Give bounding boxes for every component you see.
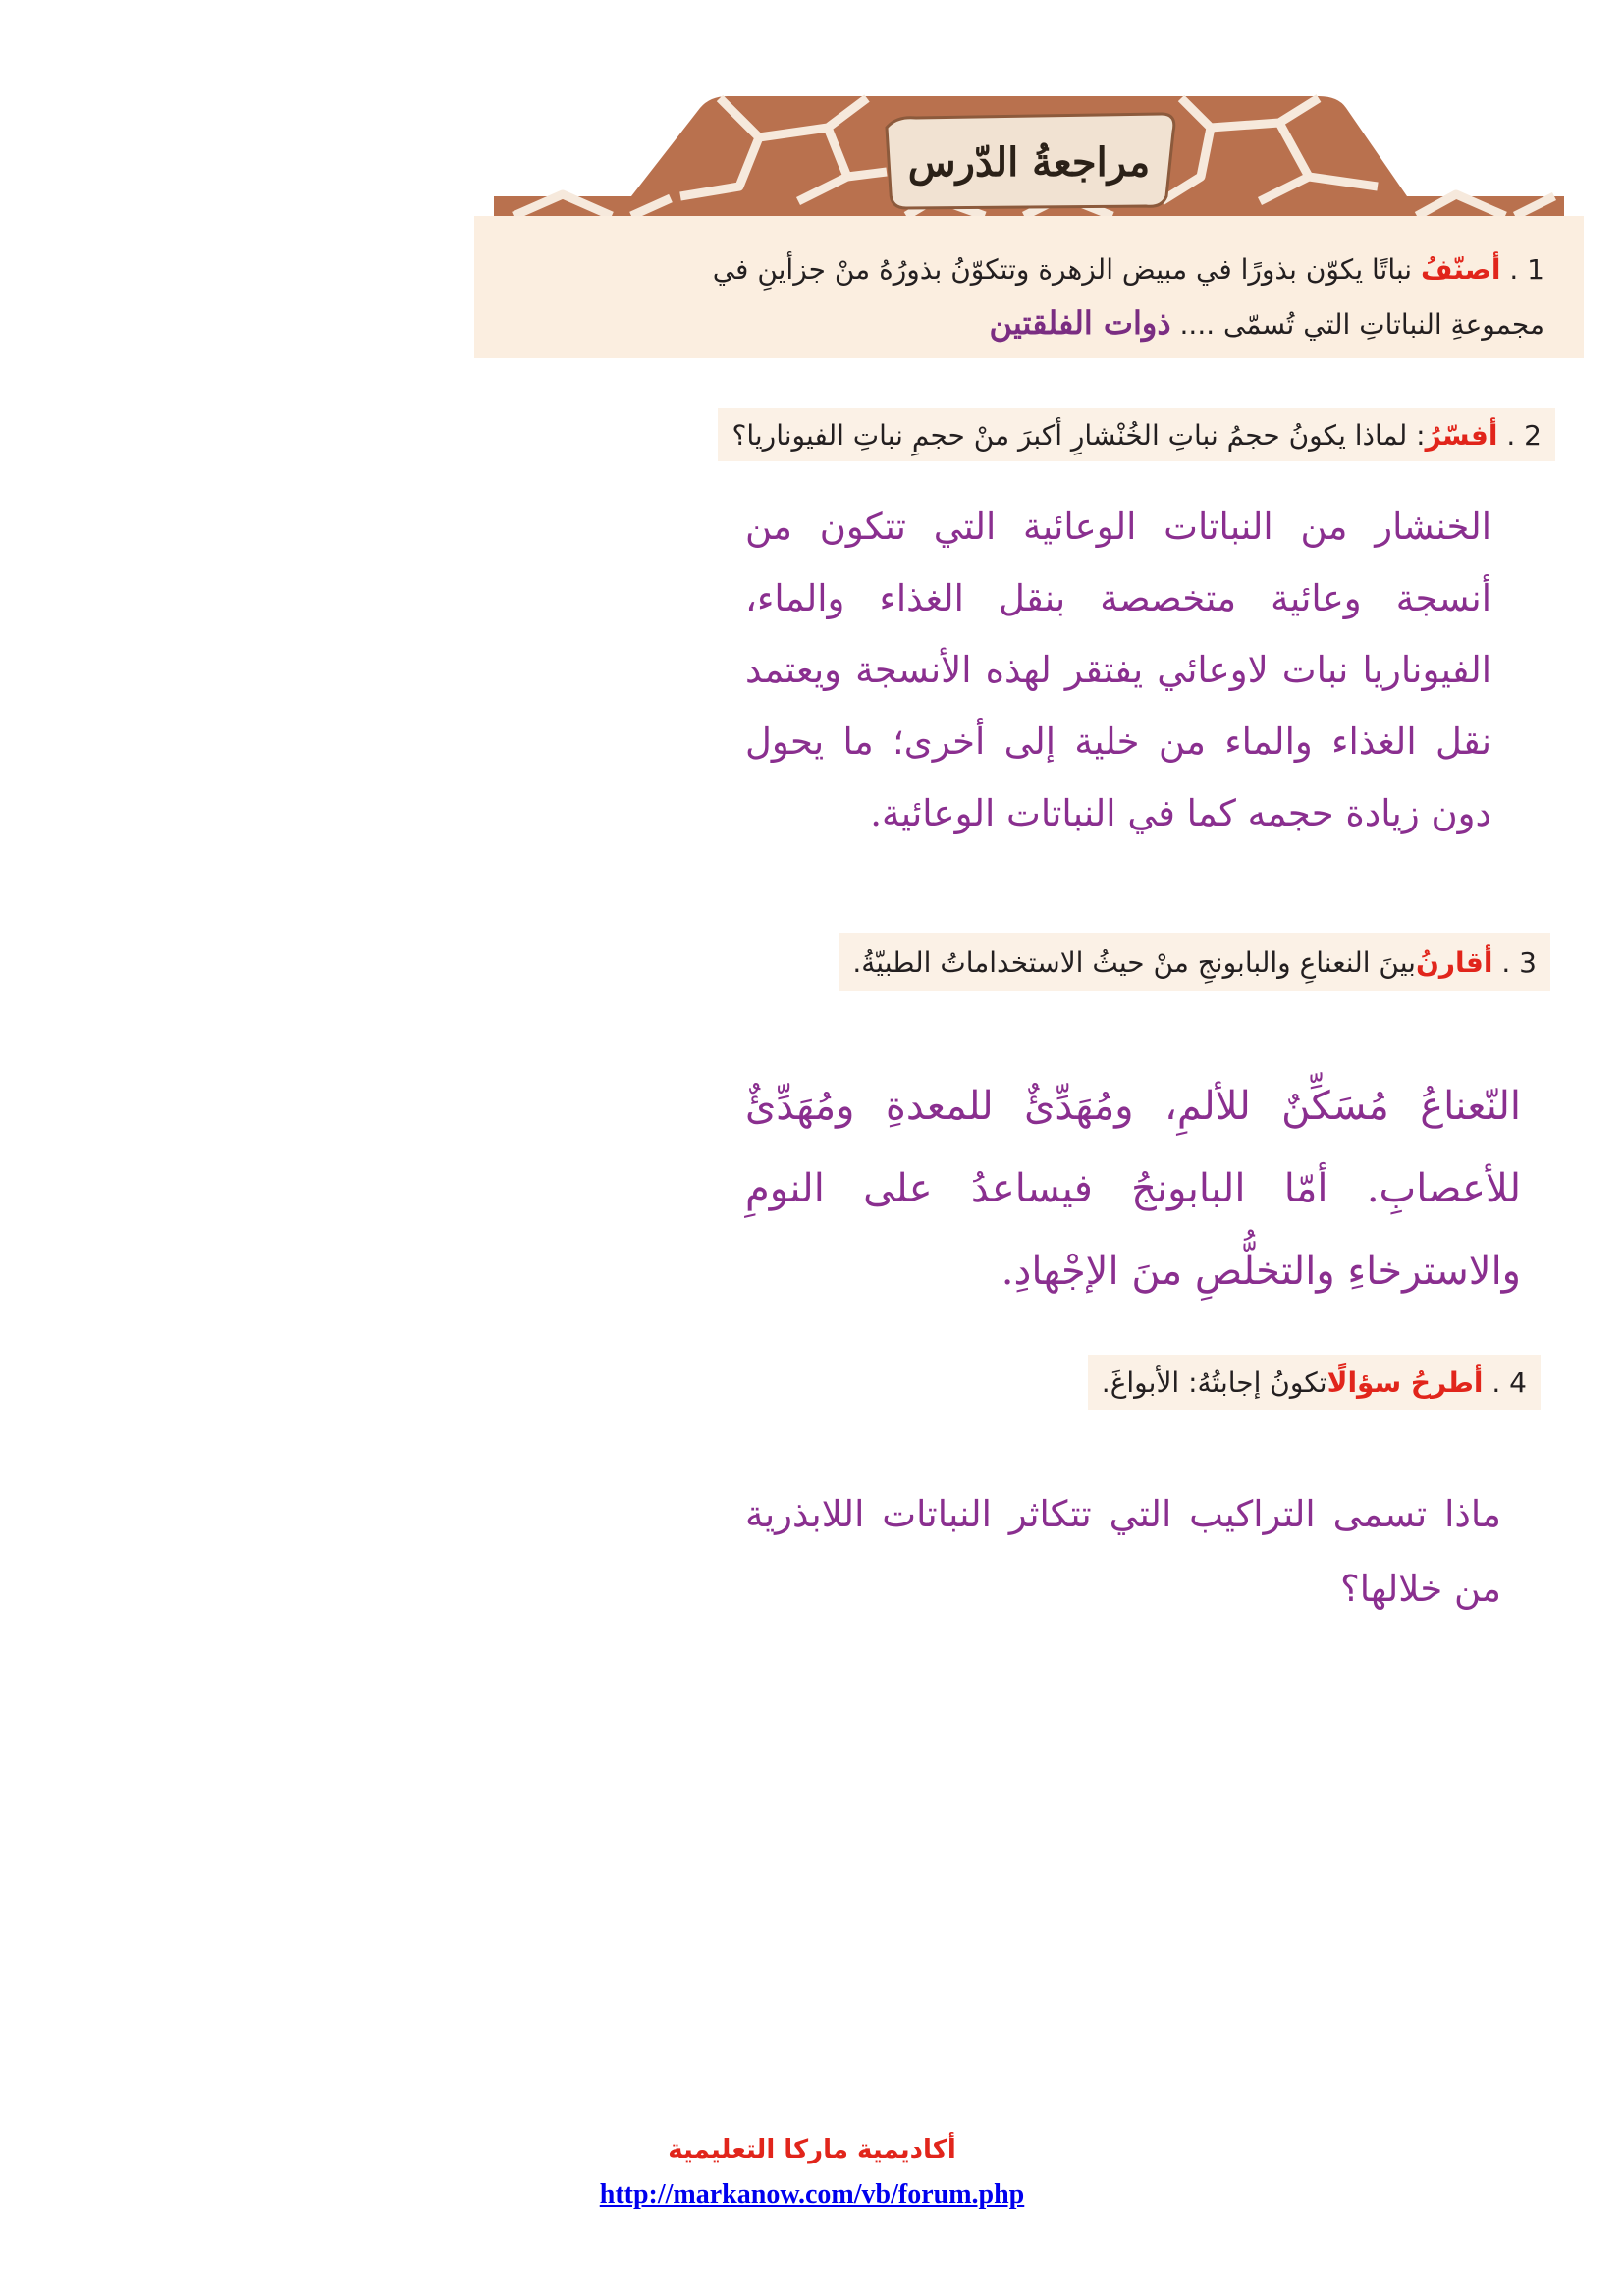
question-keyword: أقارنُ: [1415, 945, 1493, 979]
question-1: [474, 216, 1584, 358]
banner-title: مراجعةُ الدّرس: [907, 138, 1151, 186]
question-1-line-1: [713, 253, 1544, 286]
question-number: 1 .: [1509, 253, 1544, 286]
question-4: [1088, 1355, 1541, 1410]
question-keyword: أفسّرُ: [1425, 418, 1498, 452]
question-text: تكونُ إجابتُهُ: الأبواغَ.: [1101, 1365, 1327, 1399]
answer-1: ذوات الفلقتين: [989, 304, 1171, 342]
answer-4: ماذا تسمى التراكيب التي تتكاثر النباتات اللابذرية من خلالها؟: [745, 1493, 1501, 1610]
question-keyword: أطرحُ سؤالًا: [1326, 1365, 1484, 1399]
question-text: بينَ النعناعِ والبابونجِ منْ حيثُ الاستخداماتُ الطبيّةُ.: [852, 945, 1416, 979]
question-1-line-2: [989, 304, 1544, 342]
question-number: 3 .: [1501, 945, 1537, 979]
question-text: : لماذا يكونُ حجمُ نباتِ الخُنْشارِ أكبرَ منْ حجمِ نباتِ الفيوناريا؟: [731, 418, 1426, 452]
question-3: [839, 933, 1550, 991]
answer-3: النّعناعُ مُسَكِّنٌ للألمِ، ومُهَدِّئٌ للمعدةِ ومُهَدِّئٌ للأعصابِ. أمّا البابونجُ فيساعدُ على النومِ والاسترخاءِ والتخلُّصِ منَ الإجْهادِ.: [745, 1084, 1521, 1294]
question-2: [718, 408, 1555, 461]
question-keyword: أصنّفُ: [1421, 253, 1501, 286]
footer-forum-link[interactable]: http://markanow.com/vb/forum.php: [599, 2179, 1025, 2210]
question-text: نباتًا يكوّن بذورًا في مبيض الزهرة وتتكوّنُ بذورُهُ منْ جزأينِ في: [712, 253, 1422, 286]
answer-2: الخنشار من النباتات الوعائية التي تتكون من أنسجة وعائية متخصصة بنقل الغذاء والماء، الفيوناريا نبات لاوعائي يفتقر لهذه الأنسجة ويعتمد نقل الغذاء والماء من خلية إلى أخرى؛ ما يحول دون زيادة حجمه كما في النباتات الوعائية.: [745, 506, 1491, 834]
footer-academy-name: أكاديمية ماركا التعليمية: [668, 2135, 956, 2164]
question-text: مجموعةِ النباتاتِ التي تُسمّى ....: [1179, 308, 1544, 341]
question-number: 4 .: [1491, 1365, 1527, 1399]
question-number: 2 .: [1506, 418, 1542, 452]
